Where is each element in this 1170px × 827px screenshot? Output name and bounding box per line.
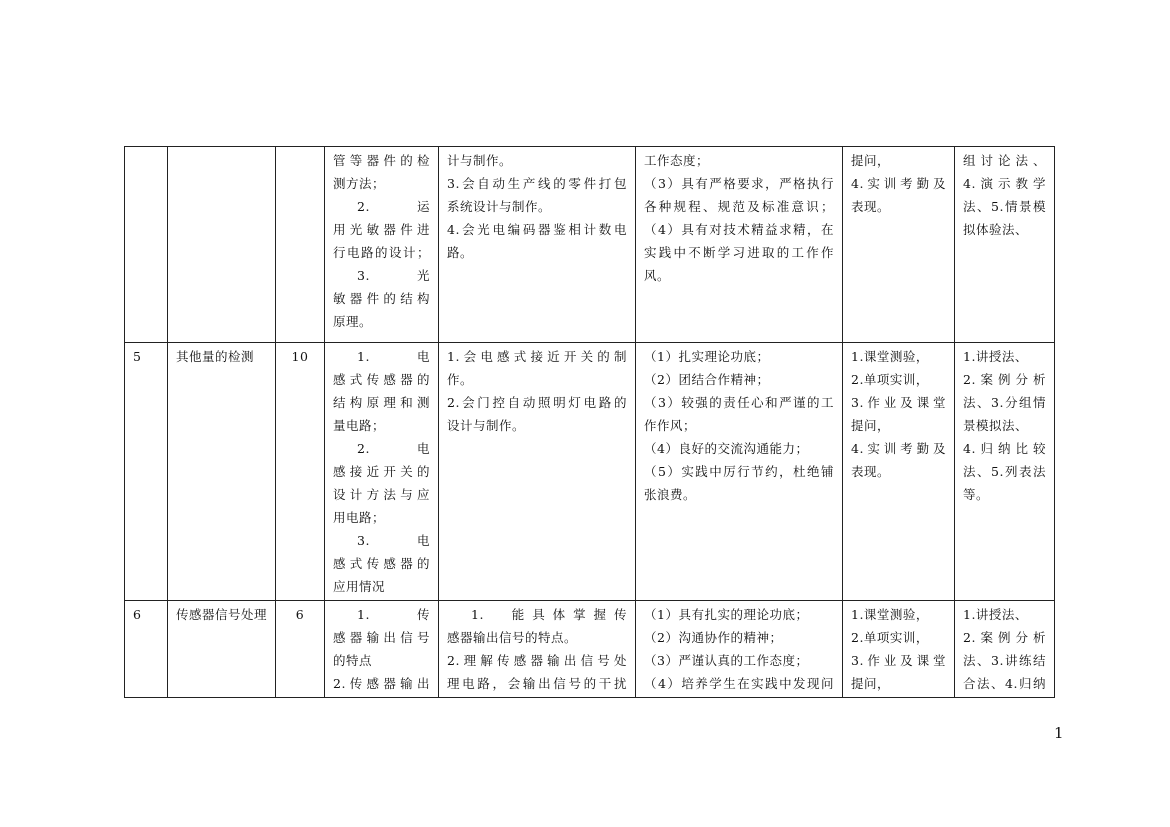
- cell-line: （3）具有严格要求，严格执行: [644, 176, 834, 191]
- cell-line: 3.作业及课堂: [851, 395, 946, 410]
- cell-topic: [168, 147, 276, 343]
- cell-no: [125, 343, 168, 601]
- cell-line: 4.实训考勤及: [851, 176, 946, 191]
- cell-line: 4.演示教学: [963, 176, 1046, 191]
- cell-line: 2.传感器输出: [333, 676, 430, 691]
- cell-line: 1. 传: [357, 607, 430, 622]
- cell-line: 测方法；: [333, 176, 386, 191]
- cell-line: 设计方法与应: [333, 487, 430, 502]
- cell-line: 用电路；: [333, 510, 386, 525]
- cell-line: 各种规程、规范及标准意识；: [644, 199, 834, 214]
- cell-line: 组讨论法、: [963, 153, 1046, 168]
- cell-line: 4.归纳比较: [963, 441, 1046, 456]
- cell-line: （1）扎实理论功底；: [644, 349, 770, 364]
- course-plan-table: [124, 146, 1055, 698]
- cell-skills: [439, 147, 636, 343]
- cell-line: 系统设计与制作。: [447, 199, 552, 214]
- cell-line: 行电路的设计；: [333, 245, 430, 260]
- cell-line: 2. 运: [357, 199, 430, 214]
- cell-line: 的特点: [333, 653, 373, 668]
- table-row: [125, 147, 1055, 343]
- cell-methods: [955, 601, 1055, 698]
- cell-line: 4.会光电编码器鉴相计数电: [447, 222, 627, 237]
- table-row: [125, 601, 1055, 698]
- cell-knowledge: [325, 147, 439, 343]
- cell-line: 1.讲授法、: [963, 607, 1028, 622]
- cell-no: [125, 601, 168, 698]
- cell-knowledge: [325, 601, 439, 698]
- cell-line: 表现。: [851, 464, 891, 479]
- cell-line: 用光敏器件进: [333, 222, 430, 237]
- cell-knowledge: [325, 343, 439, 601]
- cell-quality: [636, 343, 843, 601]
- cell-line: 工作态度；: [644, 153, 710, 168]
- cell-line: 表现。: [851, 199, 891, 214]
- cell-line: 敏器件的结构: [333, 291, 430, 306]
- cell-line: 法、3.分组情: [963, 395, 1046, 410]
- cell-line: （1）具有扎实的理论功底；: [644, 607, 809, 622]
- cell-line: 3. 电: [357, 533, 430, 548]
- cell-line: （5）实践中厉行节约，杜绝铺: [644, 464, 834, 479]
- cell-line: （3）严谨认真的工作态度；: [644, 653, 809, 668]
- cell-line: 结构原理和测: [333, 395, 430, 410]
- cell-line: 3.会自动生产线的零件打包: [447, 176, 627, 191]
- cell-line: 2.单项实训，: [851, 372, 929, 387]
- cell-line: （4）培养学生在实践中发现问: [644, 676, 834, 691]
- cell-line: 路。: [447, 245, 474, 260]
- row-number: 5: [133, 349, 142, 364]
- cell-line: 1. 能具体掌握传: [471, 607, 627, 622]
- cell-line: 风。: [644, 268, 671, 283]
- cell-line: 原理。: [333, 314, 373, 329]
- cell-topic: [168, 343, 276, 601]
- cell-line: 计与制作。: [447, 153, 513, 168]
- cell-line: （4）良好的交流沟通能力；: [644, 441, 809, 456]
- cell-line: （2）团结合作精神；: [644, 372, 770, 387]
- cell-line: 2.会门控自动照明灯电路的: [447, 395, 627, 410]
- row-number: 6: [133, 607, 142, 622]
- cell-line: 设计与制作。: [447, 418, 526, 433]
- cell-line: 感式传感器的: [333, 372, 430, 387]
- cell-line: 感式传感器的: [333, 556, 430, 571]
- cell-line: （2）沟通协作的精神；: [644, 630, 783, 645]
- cell-assessment: [843, 343, 955, 601]
- cell-line: 法、3.讲练结: [963, 653, 1046, 668]
- cell-hours: [276, 343, 325, 601]
- cell-line: 1.课堂测验，: [851, 607, 929, 622]
- hours-text: 10: [291, 349, 309, 364]
- cell-line: 2.单项实训，: [851, 630, 929, 645]
- cell-line: 作。: [447, 372, 474, 387]
- cell-line: 感接近开关的: [333, 464, 430, 479]
- cell-assessment: [843, 147, 955, 343]
- cell-hours: [276, 147, 325, 343]
- cell-line: 法、5.列表法: [963, 464, 1046, 479]
- cell-line: 理电路，会输出信号的干扰: [447, 676, 627, 691]
- cell-hours: [276, 601, 325, 698]
- cell-line: 量电路；: [333, 418, 386, 433]
- cell-line: 管等器件的检: [333, 153, 430, 168]
- cell-quality: [636, 601, 843, 698]
- cell-line: （3）较强的责任心和严谨的工: [644, 395, 834, 410]
- cell-line: 3. 光: [357, 268, 430, 283]
- cell-topic: [168, 601, 276, 698]
- cell-line: 2.案例分析: [963, 630, 1046, 645]
- cell-line: 感器输出信号: [333, 630, 430, 645]
- cell-line: 作作风；: [644, 418, 697, 433]
- cell-line: 实践中不断学习进取的工作作: [644, 245, 834, 260]
- cell-line: 感器输出信号的特点。: [447, 630, 578, 645]
- cell-quality: [636, 147, 843, 343]
- cell-line: 2.理解传感器输出信号处: [447, 653, 627, 668]
- cell-assessment: [843, 601, 955, 698]
- cell-skills: [439, 601, 636, 698]
- cell-line: 1.讲授法、: [963, 349, 1028, 364]
- cell-line: 景模拟法、: [963, 418, 1029, 433]
- cell-line: 1.课堂测验，: [851, 349, 929, 364]
- page-number: 1: [1054, 724, 1064, 742]
- hours-text: 6: [295, 607, 305, 622]
- cell-line: 法、5.情景模: [963, 199, 1046, 214]
- topic-text: 其他量的检测: [176, 349, 255, 364]
- cell-line: 2. 电: [357, 441, 430, 456]
- cell-line: 2.案例分析: [963, 372, 1046, 387]
- cell-methods: [955, 343, 1055, 601]
- cell-no: [125, 147, 168, 343]
- cell-line: 3.作业及课堂: [851, 653, 946, 668]
- cell-line: 4.实训考勤及: [851, 441, 946, 456]
- cell-line: 提问，: [851, 153, 891, 168]
- table-row: [125, 343, 1055, 601]
- cell-line: 张浪费。: [644, 487, 697, 502]
- table-body: [125, 147, 1055, 698]
- cell-line: 1. 电: [357, 349, 430, 364]
- cell-methods: [955, 147, 1055, 343]
- cell-line: 1.会电感式接近开关的制: [447, 349, 627, 364]
- cell-line: 合法、4.归纳: [963, 676, 1046, 691]
- cell-skills: [439, 343, 636, 601]
- cell-line: （4）具有对技术精益求精，在: [644, 222, 834, 237]
- cell-line: 提问，: [851, 676, 891, 691]
- cell-line: 等。: [963, 487, 990, 502]
- cell-line: 拟体验法、: [963, 222, 1029, 237]
- cell-line: 提问，: [851, 418, 891, 433]
- topic-text: 传感器信号处理: [176, 607, 268, 622]
- cell-line: 应用情况: [333, 579, 386, 594]
